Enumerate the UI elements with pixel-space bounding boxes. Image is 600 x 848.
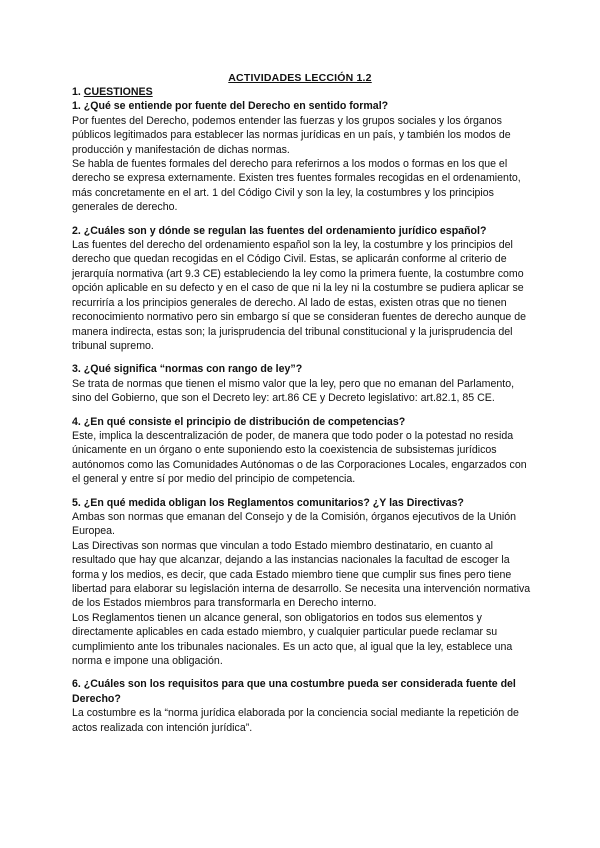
section-label: CUESTIONES [83,86,153,98]
question-6-paragraph-1: La costumbre es la “norma jurídica elaborada por la conciencia social mediante la repetición de actos realizada con intención jurídica”. [72,707,519,734]
section-number: 1. [72,86,81,98]
question-3-paragraph-1: Se trata de normas que tienen el mismo valor que la ley, pero que no emanan del Parlamento, sino del Gobierno, que son el Decreto ley: art.86 CE y Decreto legislativo: art.82.1, 85 CE. [72,377,515,405]
question-5-heading: 5. ¿En qué medida obligan los Reglamentos comunitarios? ¿Y las Directivas? [72,496,464,509]
question-5-paragraph-1: Ambas son normas que emanan del Consejo y de la Comisión, órganos ejecutivos de la Unión Europea. [72,510,517,538]
page-title: ACTIVIDADES LECCIÓN 1.2 [228,72,372,84]
question-5-paragraph-2: Las Directivas son normas que vinculan a todo Estado miembro destinatario, en cuanto al resultado que hay que alcanzar, dejando a las instancias nacionales la facultad de escoger la forma y los medios, es decir, que cada Estado miembro tiene que cumplir sus fines pero tiene libertad para elaborar su legislación interna de desarrollo. Se necesita una intervención normativa de los Estados miembros para transformarla en Derecho interno. [72,539,531,610]
question-4-paragraph-1: Este, implica la descentralización de poder, de manera que todo poder o la potestad no resida únicamente en un órgano o ente suponiendo esto la coexistencia de subsistemas jurídicos autónomos como las Comunidades Autónomas o de las Corporaciones Locales, engarzados con el general y entre sí por medio del principio de competencia. [72,429,527,486]
question-2-heading: 2. ¿Cuáles son y dónde se regulan las fuentes del ordenamiento jurídico español? [72,224,487,237]
question-6-heading: 6. ¿Cuáles son los requisitos para que una costumbre pueda ser considerada fuente del Derecho? [72,678,516,705]
question-3-heading: 3. ¿Qué significa “normas con rango de ley”? [72,363,303,376]
question-1-paragraph-2: Se habla de fuentes formales del derecho para referirnos a los modos o formas en los que el derecho se expresa externamente. Existen tres fuentes formales recogidas en el ordenamiento, más concretamente en el art. 1 del Código Civil y son la ley, la costumbres y los principios generales de derecho. [72,158,521,214]
question-2-paragraph-1: Las fuentes del derecho del ordenamiento español son la ley, la costumbre y los principios del derecho que quedan recogidas en el Código Civil. Estas, se aplicarán conforme al criterio de jerarquía normativa (art 9.3 CE) estableciendo la ley como la primera fuente, la costumbre como opción aplicable en su defecto y en el caso de que ni la ley ni la costumbre se pudiera aplicar se recurriría a los principios generales de derecho. Al lado de estas, existen otras que no tienen reconocimiento normativo pero sin embargo sí que se consideran fuentes de derecho aunque de manera indirecta, estas son; la jurisprudencia del tribunal constitucional y la jurisprudencia del tribunal supremo. [72,239,527,352]
question-5-paragraph-3: Los Reglamentos tienen un alcance general, son obligatorios en todos sus elementos y directamente aplicables en cada estado miembro, y cualquier particular puede reclamar su cumplimiento ante los tribunales nacionales. Es un acto que, al igual que la ley, establece una norma e impone una obligación. [72,611,513,668]
section-heading [72,85,534,99]
question-1-paragraph-1: Por fuentes del Derecho, podemos entender las fuerzas y los grupos sociales y los órganos públicos legitimados para establecer las normas jurídicas en un país, y también los modos de producción y manifestación de dichas normas. [72,114,511,156]
document-body [72,85,534,735]
question-1-heading: 1. ¿Qué se entiende por fuente del Derecho en sentido formal? [72,100,389,113]
question-4-heading: 4. ¿En qué consiste el principio de distribución de competencias? [72,415,406,428]
